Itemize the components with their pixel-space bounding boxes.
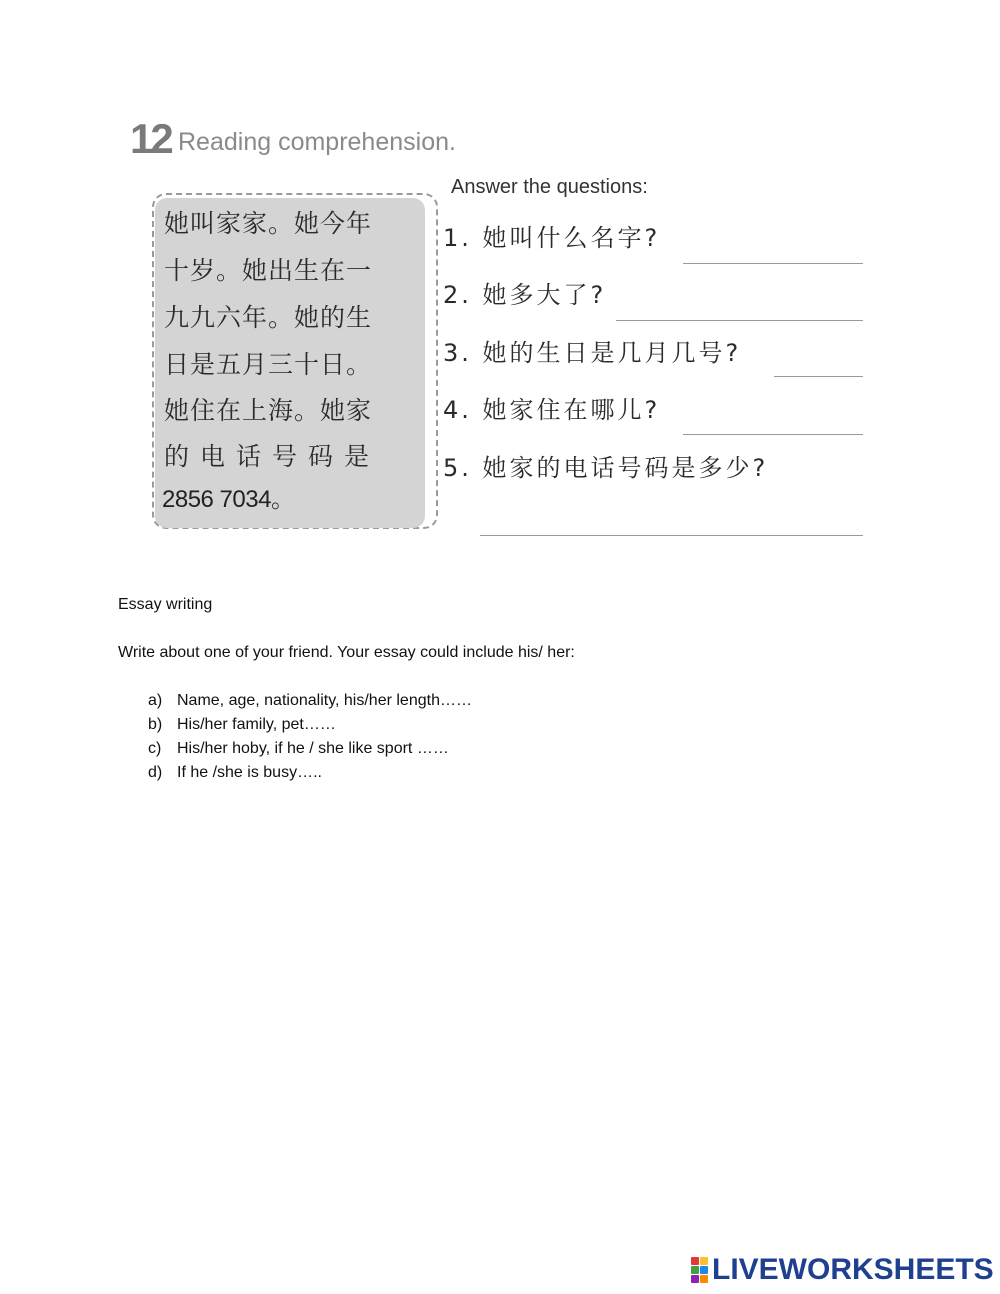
logo-text: LIVEWORKSHEETS — [712, 1253, 994, 1286]
list-item: His/her hoby, if he / she like sport …… — [177, 740, 449, 757]
logo-block — [691, 1257, 699, 1265]
list-item: If he /she is busy….. — [177, 764, 322, 781]
question-3: 3. 她的生日是几月几号? — [443, 339, 742, 367]
passage-line: 她住在上海。她家 — [164, 396, 373, 425]
question-2: 2. 她多大了? — [443, 281, 607, 309]
list-marker: a) — [148, 692, 163, 709]
answer-input-3[interactable] — [775, 353, 862, 375]
passage-phone-number: 2856 7034。 — [162, 486, 295, 513]
exercise-number: 12 — [130, 115, 171, 162]
question-4: 4. 她家住在哪儿? — [443, 396, 661, 424]
passage-line: 日是五月三十日。 — [164, 350, 373, 379]
list-marker: b) — [148, 716, 163, 733]
question-1: 1. 她叫什么名字? — [443, 224, 661, 252]
list-marker: d) — [148, 764, 163, 781]
logo-block — [700, 1266, 708, 1274]
essay-heading: Essay writing — [118, 596, 213, 613]
list-item: His/her family, pet…… — [177, 716, 336, 733]
answer-input-1[interactable] — [684, 240, 862, 262]
logo-blocks-icon — [691, 1257, 709, 1284]
answer-input-5[interactable] — [482, 512, 862, 534]
passage-line: 的电话号码是 — [164, 442, 381, 471]
list-marker: c) — [148, 740, 162, 757]
logo-block — [691, 1266, 699, 1274]
question-5: 5. 她家的电话号码是多少? — [443, 454, 769, 482]
logo-block — [700, 1275, 708, 1283]
essay-prompt: Write about one of your friend. Your essay could include his/ her: — [118, 644, 575, 661]
list-item: Name, age, nationality, his/her length…… — [177, 692, 472, 709]
answer-line-5 — [480, 535, 863, 536]
exercise-title: Reading comprehension. — [178, 128, 456, 156]
logo-block — [691, 1275, 699, 1283]
questions-header: Answer the questions: — [451, 176, 648, 198]
passage-line: 她叫家家。她今年 — [164, 209, 373, 238]
answer-line-1 — [683, 263, 863, 264]
passage-line: 十岁。她出生在一 — [164, 256, 373, 285]
logo-block — [700, 1257, 708, 1265]
answer-line-2 — [616, 320, 863, 321]
answer-input-2[interactable] — [617, 297, 862, 319]
passage-line: 九九六年。她的生 — [164, 303, 373, 332]
liveworksheets-logo — [691, 1254, 994, 1286]
answer-line-3 — [774, 376, 863, 377]
answer-input-4[interactable] — [684, 411, 862, 433]
answer-line-4 — [683, 434, 863, 435]
